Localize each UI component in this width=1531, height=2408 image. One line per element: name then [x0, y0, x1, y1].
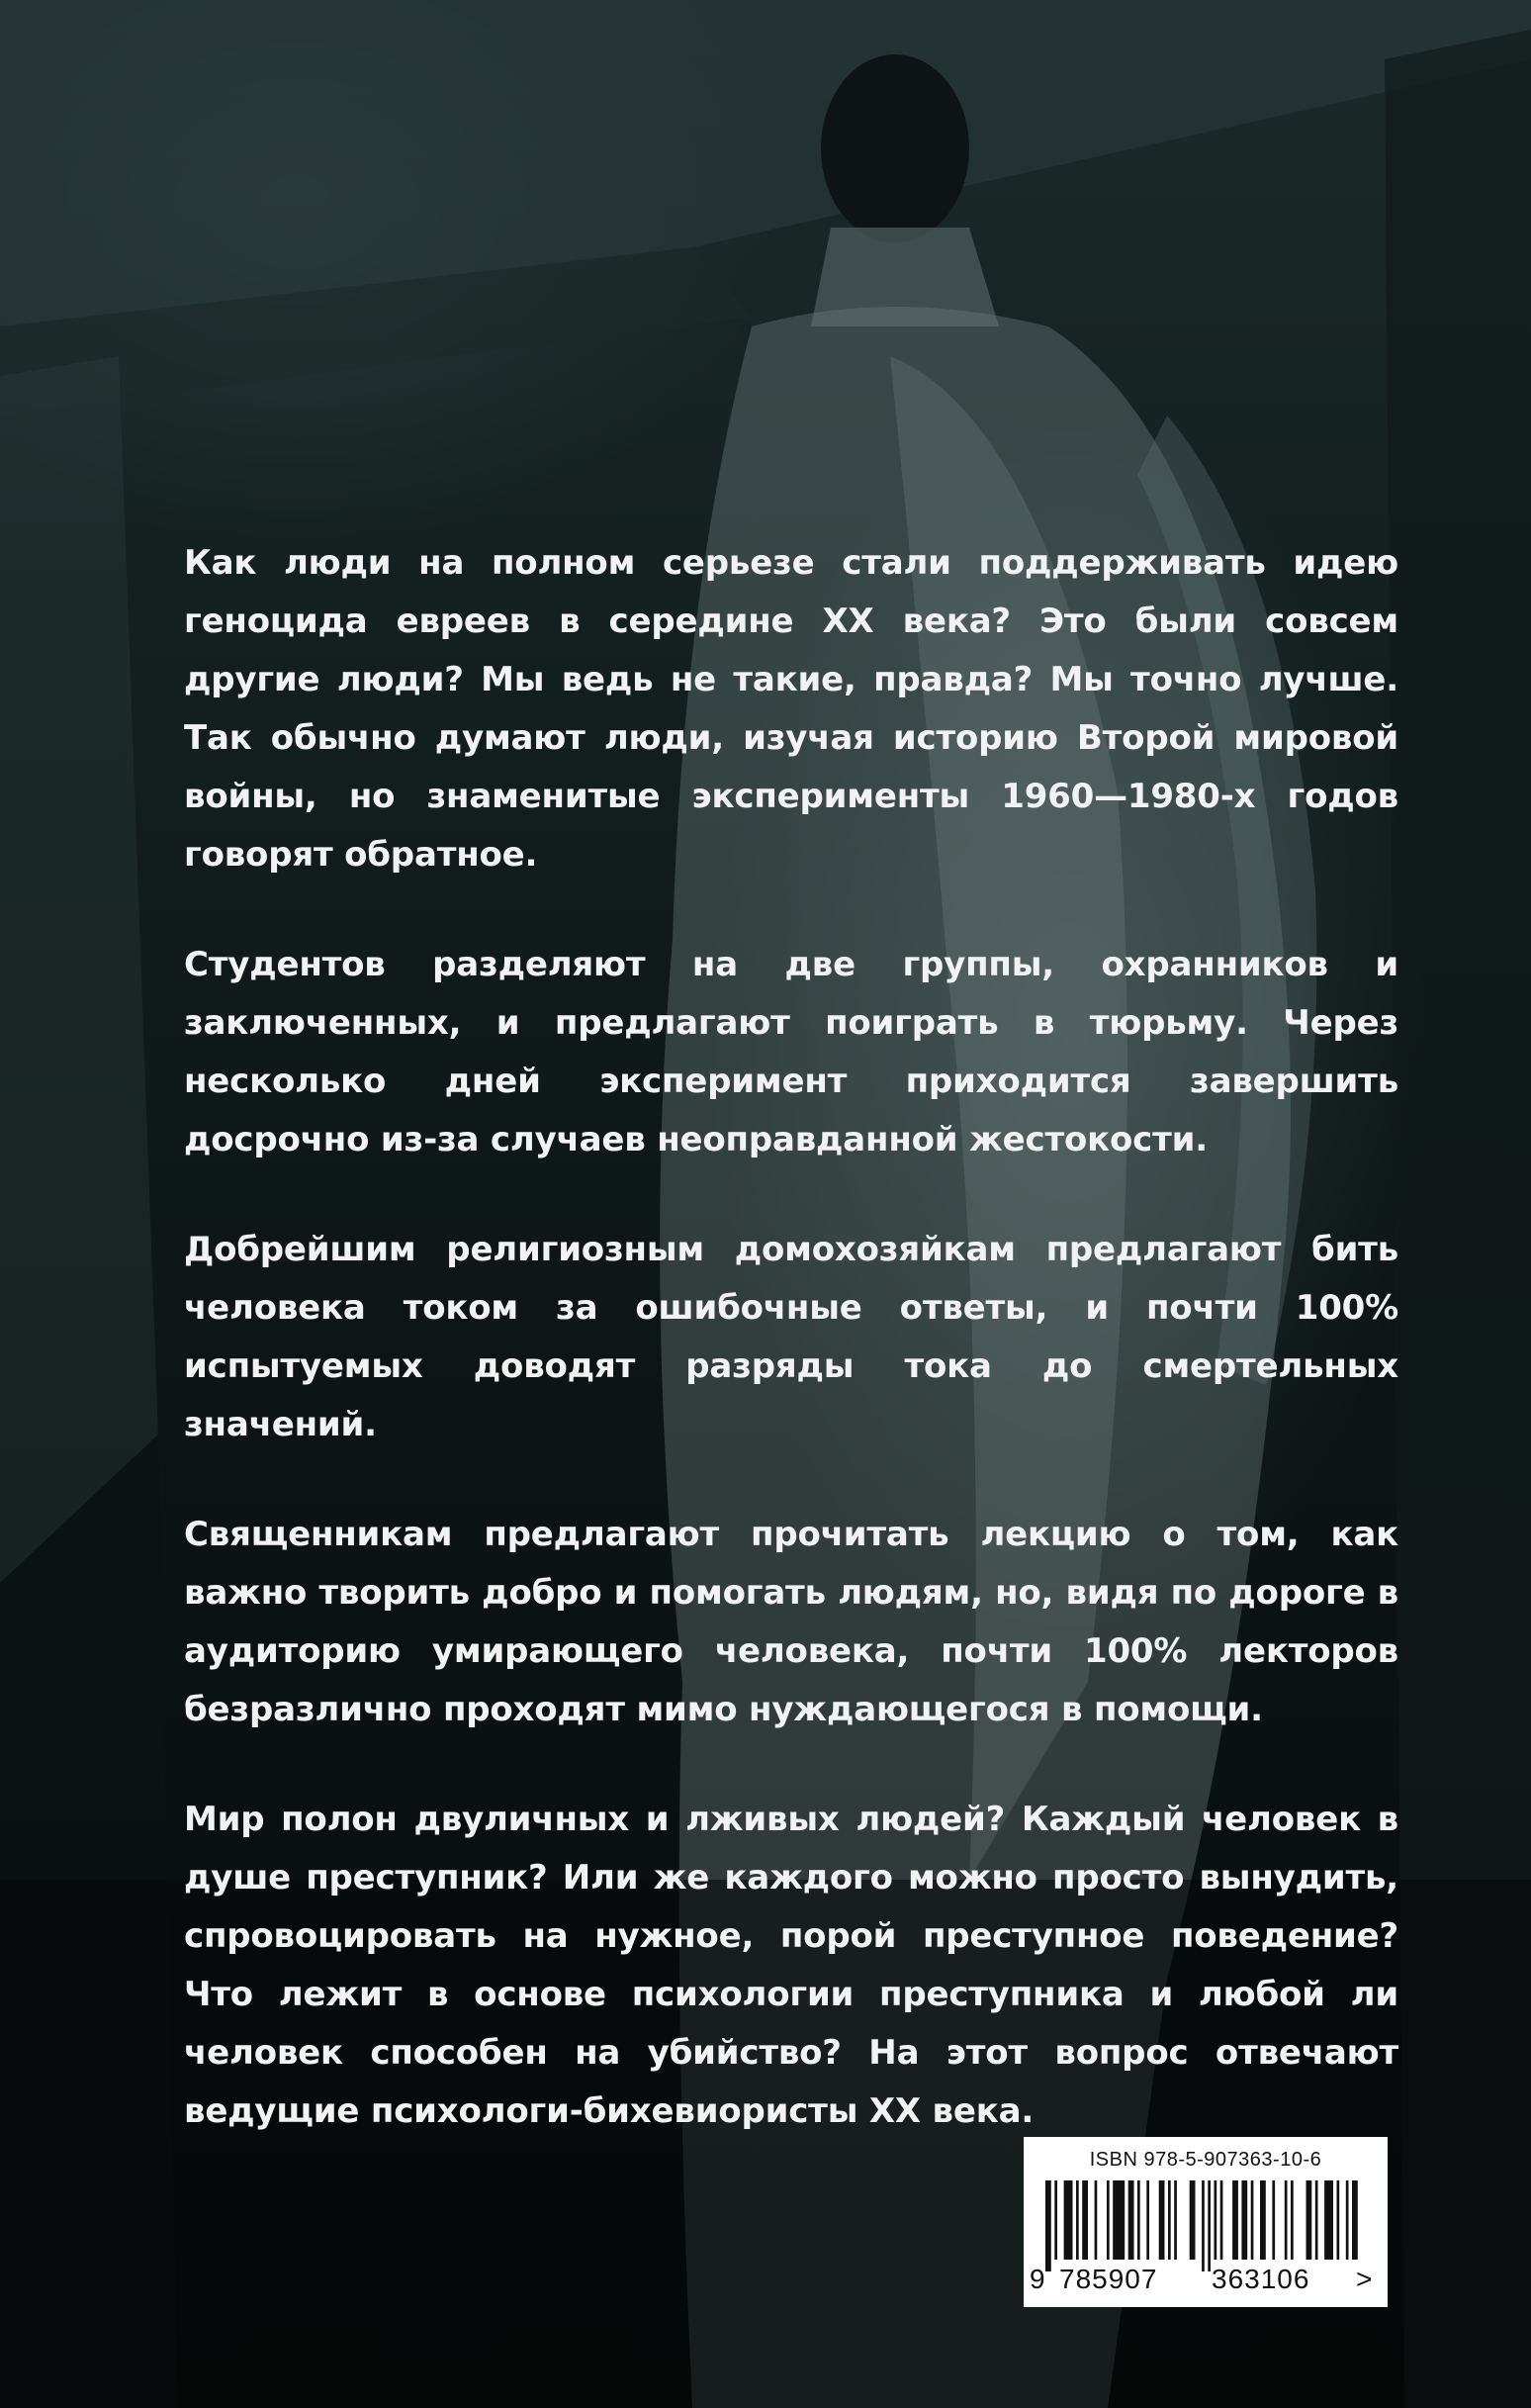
- barcode-bar: [1215, 2180, 1217, 2260]
- blurb-paragraph: Студентов разделяют на две группы, охранников и заключенных, и предлагают поиграть в тюрьму. Через несколько дней эксперимент приходится завершить досрочно из-за случаев неоправданной жестокости.: [184, 945, 1398, 1159]
- blurb-paragraph: Мир полон двуличных и лживых людей? Каждый человек в душе преступник? Или же каждого можно просто вынудить, спровоцировать на нужное, порой преступное поведение? Что лежит в основе психологии преступника и любой ли человек способен на убийство? На этот вопрос отвечают ведущие психологи-бихевиористы XX века.: [184, 1800, 1398, 2131]
- barcode-bar: [1076, 2180, 1079, 2260]
- blurb-paragraph: Священникам предлагают прочитать лекцию о том, как важно творить добро и помогать людям, но, видя по дороге в аудиторию умирающего человека, почти 100% лекторов безразлично проходят мимо нуждающегося в помощи.: [184, 1515, 1398, 1729]
- barcode-bar: [1190, 2180, 1196, 2260]
- barcode-bar: [1168, 2180, 1171, 2260]
- barcode-bar: [1251, 2180, 1254, 2260]
- barcode-bar: [1272, 2180, 1275, 2260]
- barcode-bar: [1159, 2180, 1165, 2260]
- blurb-paragraph: Как люди на полном серьезе стали поддерживать идею геноцида евреев в середине XX века? Это были совсем другие люди? Мы ведь не такие, правда? Мы точно лучше. Так обычно думают люди, изучая историю Второй мировой войны, но знаменитые эксперименты 1960—1980-х годов говорят обратное.: [184, 543, 1398, 875]
- blurb-paragraph: Добрейшим религиозным домохозяйкам предлагают бить человека током за ошибочные ответы, и почти 100% испытуемых доводят разряды тока до смертельных значений.: [184, 1230, 1398, 1444]
- barcode-bar: [1146, 2180, 1149, 2260]
- barcode-bar: [1220, 2180, 1223, 2260]
- barcode-bar: [1137, 2180, 1140, 2260]
- barcode-bar: [1202, 2180, 1205, 2271]
- barcode-bar: [1128, 2180, 1134, 2260]
- back-cover-blurb: [184, 534, 1398, 2192]
- barcode-left-group: 785907: [1059, 2264, 1158, 2294]
- barcode-bar: [1107, 2180, 1110, 2260]
- barcode-bar: [1208, 2180, 1211, 2271]
- barcode-bar: [1306, 2180, 1312, 2260]
- barcode-bar: [1260, 2180, 1266, 2260]
- barcode-bar: [1113, 2180, 1125, 2260]
- isbn-barcode-block: [1024, 2137, 1388, 2307]
- barcode-bar: [1232, 2180, 1238, 2260]
- barcode-bar: [1054, 2180, 1057, 2260]
- barcode-bar: [1095, 2180, 1098, 2260]
- barcode-right-group: 363106: [1212, 2264, 1310, 2294]
- barcode-bar: [1315, 2180, 1318, 2260]
- barcode-bar: [1324, 2180, 1333, 2260]
- barcode-bar: [1346, 2180, 1349, 2260]
- isbn-label: ISBN 978-5-907363-10-6: [1089, 2149, 1322, 2171]
- barcode-bar: [1045, 2180, 1051, 2271]
- barcode-lead-digit: 9: [1030, 2264, 1046, 2294]
- barcode-bar: [1241, 2180, 1247, 2260]
- barcode-bar: [1174, 2180, 1177, 2260]
- barcode-bar: [1352, 2180, 1358, 2260]
- barcode-bar: [1082, 2180, 1088, 2260]
- barcode-bar: [1337, 2180, 1340, 2260]
- barcode-bar: [1291, 2180, 1294, 2260]
- barcode-bar: [1064, 2180, 1073, 2260]
- barcode-marker: >: [1356, 2264, 1374, 2294]
- barcode-bar: [1285, 2180, 1288, 2260]
- barcode-bars: [1045, 2180, 1366, 2271]
